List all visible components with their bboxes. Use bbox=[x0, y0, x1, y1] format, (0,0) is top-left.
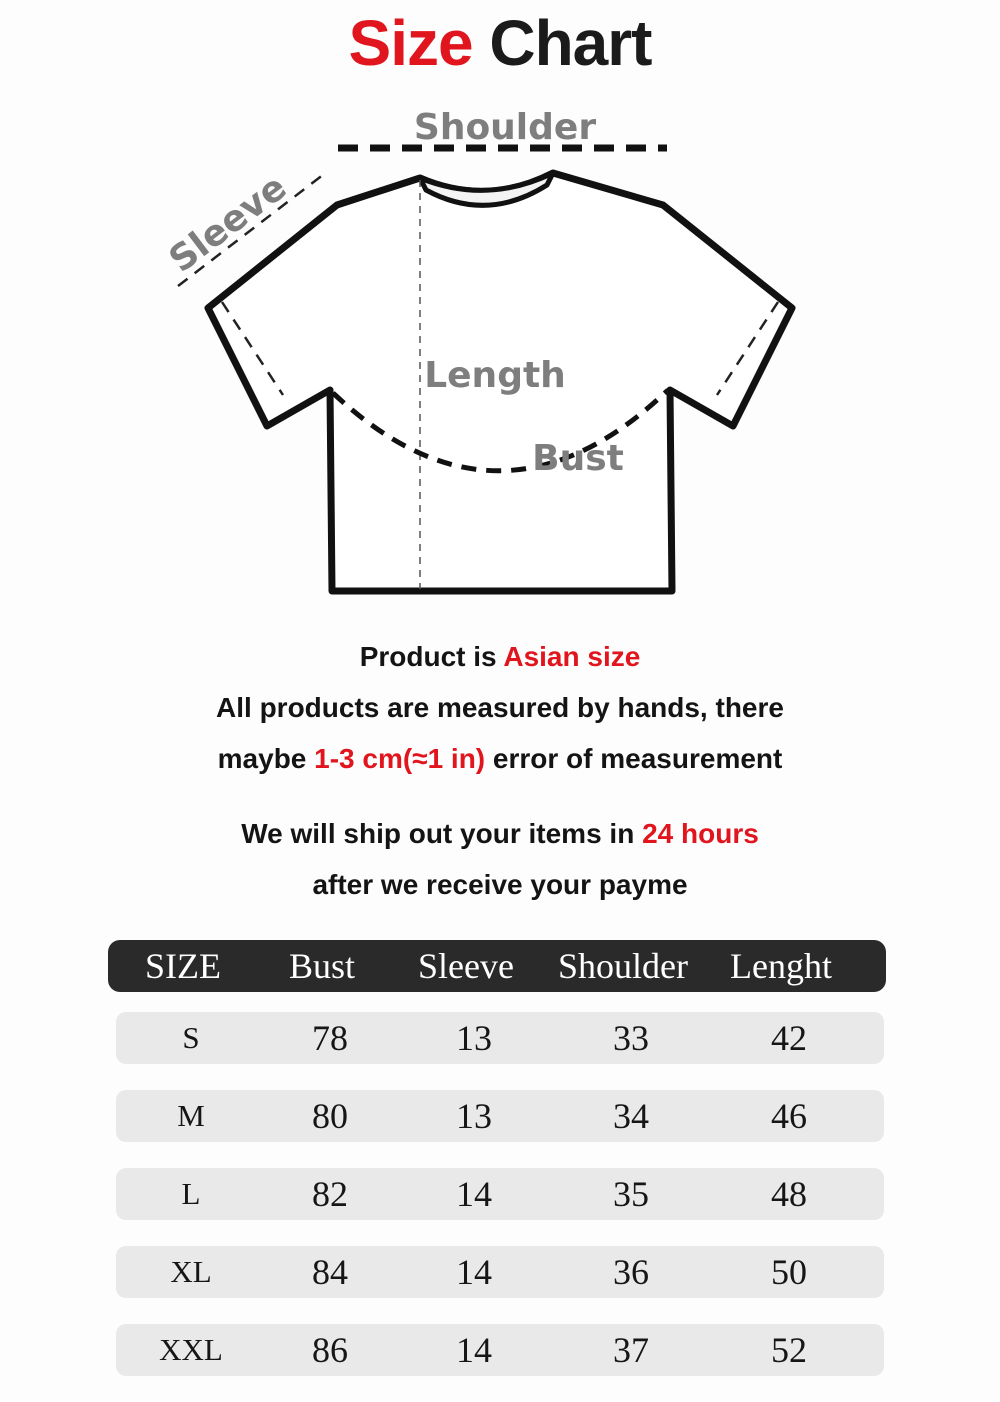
size-table-header bbox=[108, 940, 886, 992]
row-l-lenght: 48 bbox=[771, 1174, 807, 1214]
note-measurement-error-highlight: 1-3 cm(≈1 in) bbox=[314, 743, 486, 774]
row-s-sleeve: 13 bbox=[456, 1018, 492, 1058]
note-measurement-error bbox=[0, 742, 1000, 776]
row-l-sleeve: 14 bbox=[456, 1174, 492, 1214]
row-xl-lenght: 50 bbox=[771, 1252, 807, 1292]
row-xl-shoulder: 36 bbox=[613, 1252, 649, 1292]
note-asian-size bbox=[0, 640, 1000, 674]
note-shipping-time-prefix: We will ship out your items in bbox=[241, 818, 643, 849]
page-title-chart-word: Chart bbox=[472, 7, 652, 79]
row-m-shoulder: 34 bbox=[613, 1096, 649, 1136]
row-m-lenght: 46 bbox=[771, 1096, 807, 1136]
table-row-m bbox=[116, 1090, 884, 1142]
note-measurement-error-prefix: maybe bbox=[217, 743, 315, 774]
row-xxl-sleeve: 14 bbox=[456, 1330, 492, 1370]
note-after-payment: after we receive your payme bbox=[312, 869, 688, 900]
table-row-xl bbox=[116, 1246, 884, 1298]
header-lenght: Lenght bbox=[730, 946, 832, 986]
note-asian-size-highlight: Asian size bbox=[503, 641, 641, 672]
row-s-shoulder: 33 bbox=[613, 1018, 649, 1058]
row-xl-bust: 84 bbox=[312, 1252, 348, 1292]
row-xl-size: XL bbox=[170, 1254, 212, 1289]
header-sleeve: Sleeve bbox=[418, 946, 514, 986]
row-xxl-lenght: 52 bbox=[771, 1330, 807, 1370]
header-shoulder: Shoulder bbox=[558, 946, 688, 986]
length-label: Length bbox=[424, 355, 566, 396]
row-xxl-bust: 86 bbox=[312, 1330, 348, 1370]
note-shipping-time bbox=[0, 817, 1000, 851]
tshirt-diagram-svg bbox=[130, 95, 870, 625]
header-size: SIZE bbox=[145, 946, 221, 986]
row-l-shoulder: 35 bbox=[613, 1174, 649, 1214]
row-l-bust: 82 bbox=[312, 1174, 348, 1214]
row-xxl-shoulder: 37 bbox=[613, 1330, 649, 1370]
row-m-bust: 80 bbox=[312, 1096, 348, 1136]
row-s-size: S bbox=[182, 1020, 200, 1055]
table-row-xxl bbox=[116, 1324, 884, 1376]
row-xxl-size: XXL bbox=[159, 1332, 223, 1367]
sleeve-label: Sleeve bbox=[161, 166, 295, 281]
note-measurement-error-suffix: error of measurement bbox=[485, 743, 783, 774]
row-s-bust: 78 bbox=[312, 1018, 348, 1058]
note-asian-size-prefix: Product is bbox=[359, 641, 504, 672]
page-title-size-word: Size bbox=[348, 7, 473, 79]
row-s-lenght: 42 bbox=[771, 1018, 807, 1058]
tshirt-measurement-diagram bbox=[130, 95, 870, 625]
row-l-size: L bbox=[181, 1176, 201, 1211]
row-xl-sleeve: 14 bbox=[456, 1252, 492, 1292]
note-shipping-time-highlight: 24 hours bbox=[642, 818, 759, 849]
note-measured-by-hands: All products are measured by hands, there bbox=[216, 692, 784, 723]
bust-label: Bust bbox=[532, 438, 624, 479]
row-m-sleeve: 13 bbox=[456, 1096, 492, 1136]
row-m-size: M bbox=[177, 1098, 205, 1133]
shoulder-label: Shoulder bbox=[413, 107, 597, 148]
table-row-l bbox=[116, 1168, 884, 1220]
header-bust: Bust bbox=[288, 946, 356, 986]
page-title bbox=[0, 6, 1000, 80]
table-row-s bbox=[116, 1012, 884, 1064]
